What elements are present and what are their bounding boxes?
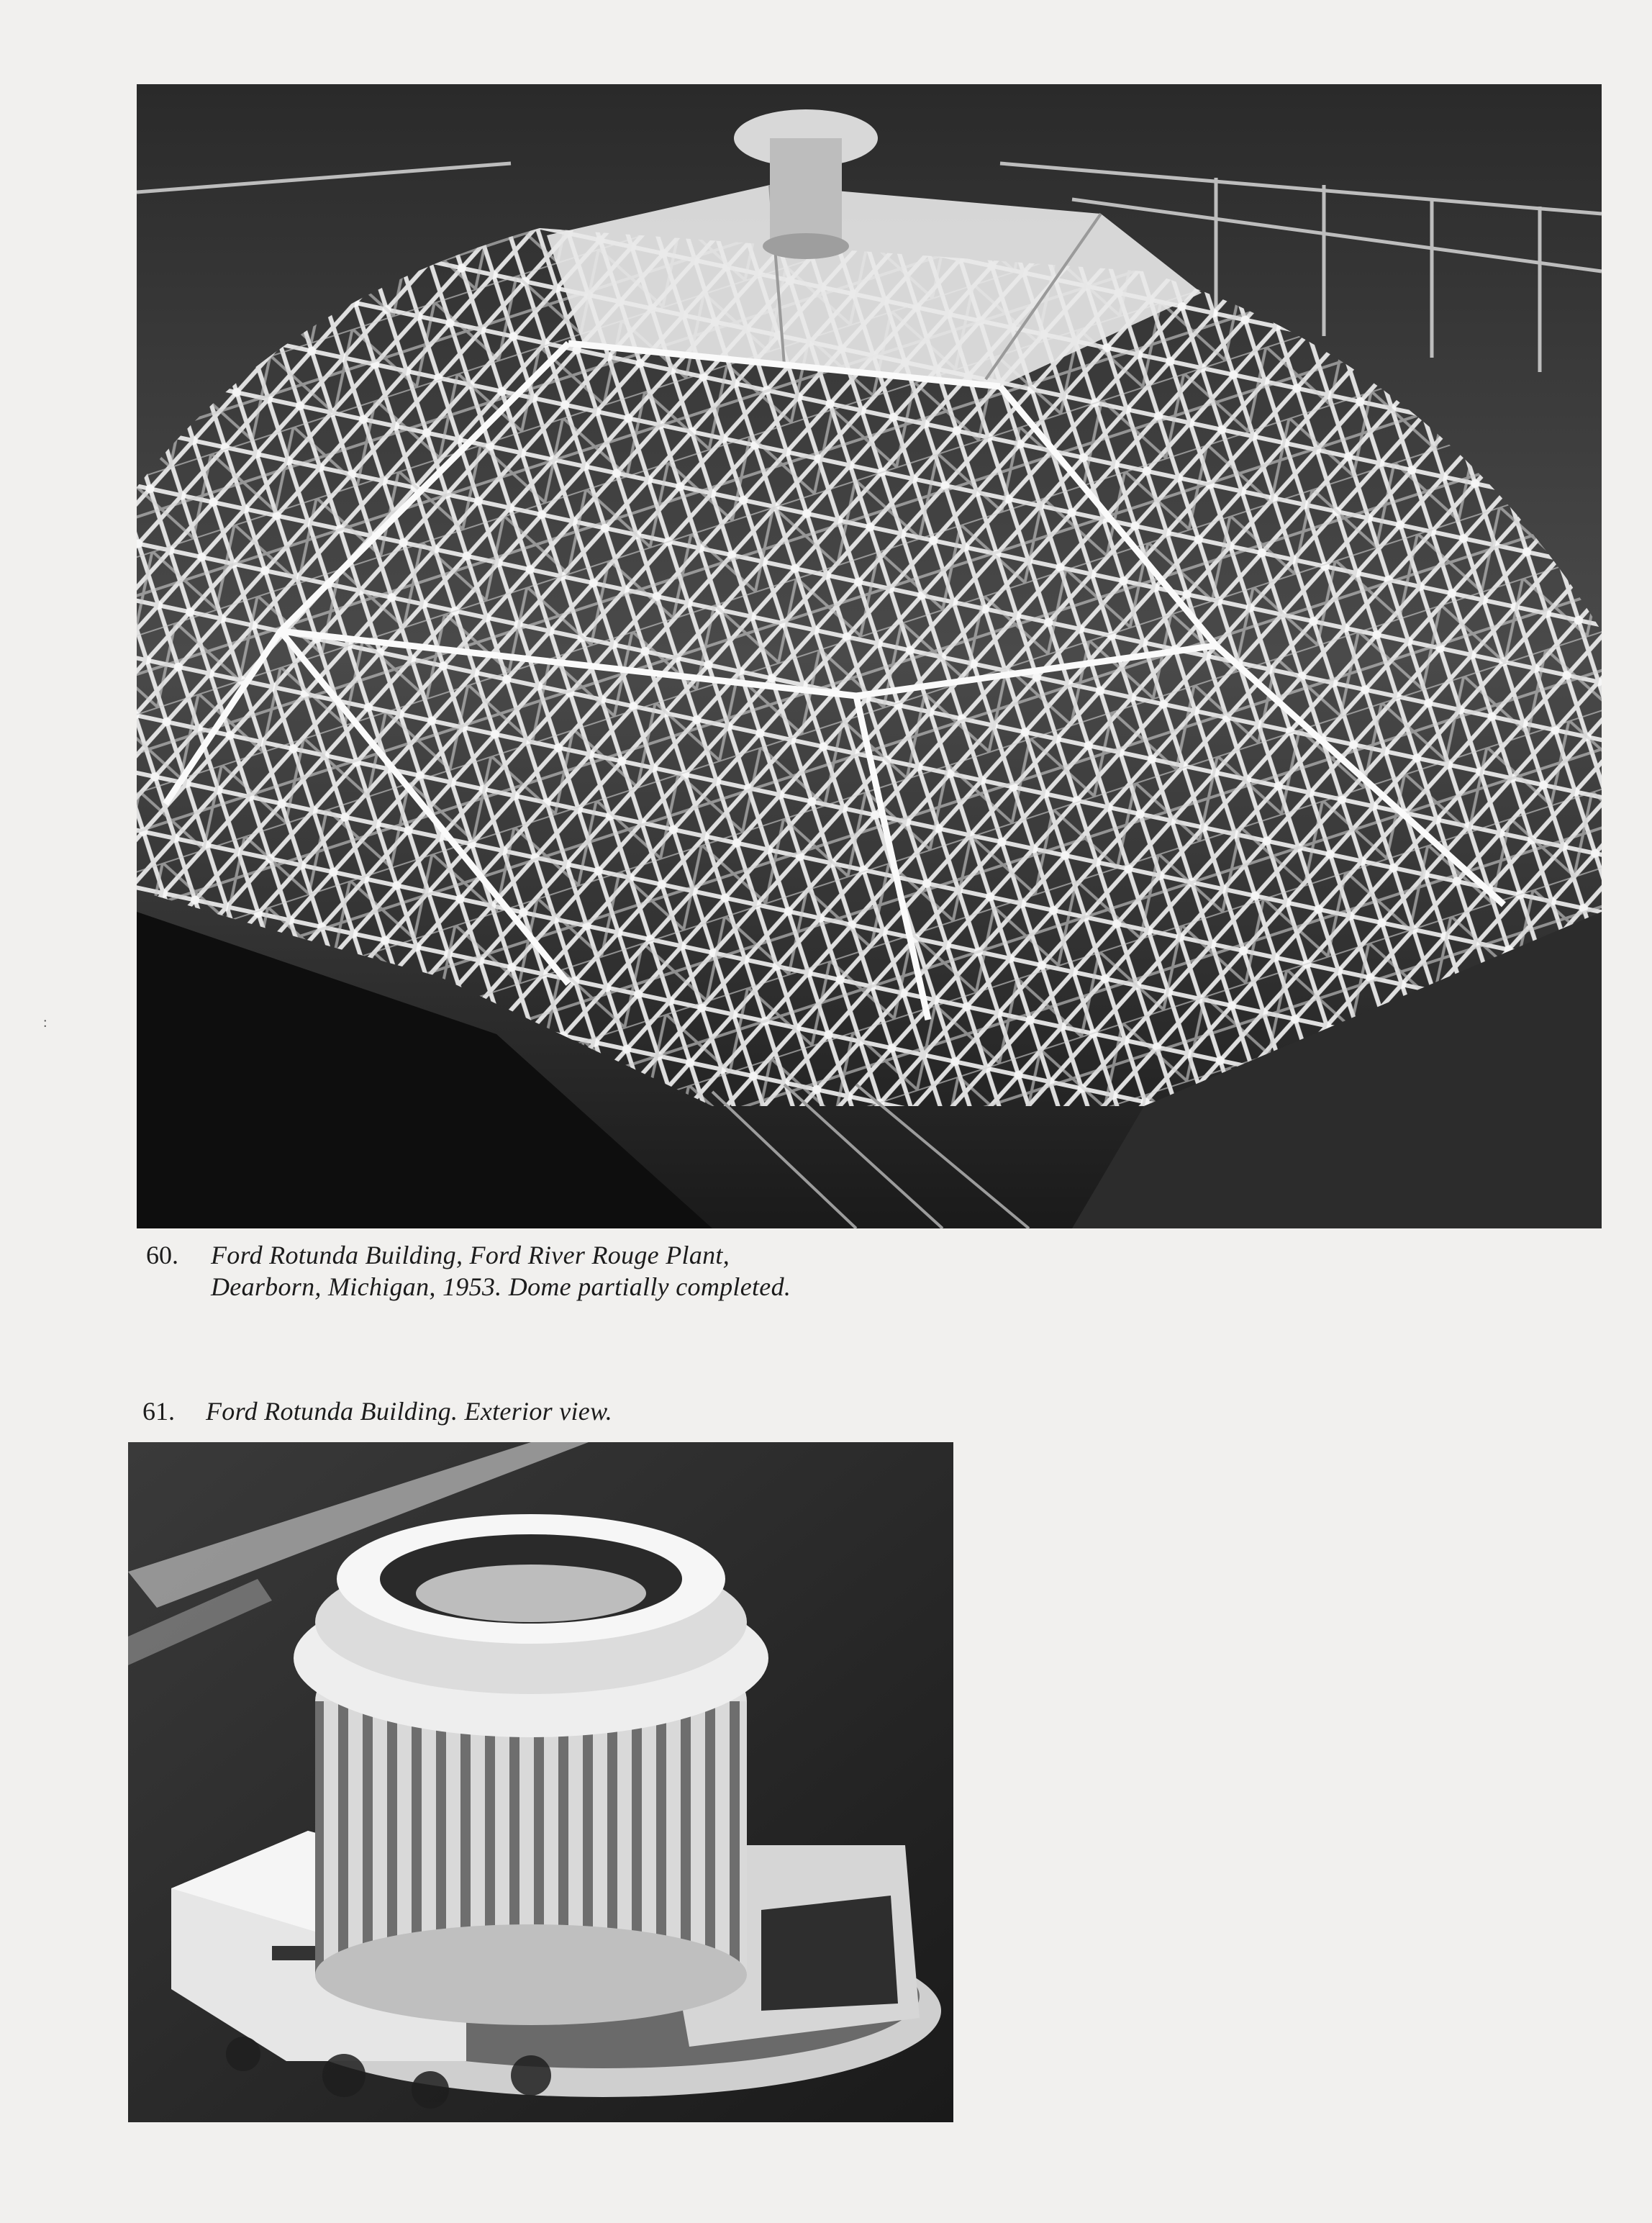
figure-60-caption bbox=[146, 1239, 1009, 1308]
figure-60-caption-line2: Dearborn, Michigan, 1953. Dome partially completed. bbox=[211, 1272, 791, 1301]
figure-61-caption bbox=[142, 1395, 862, 1430]
figure-61-caption-line1: Ford Rotunda Building. Exterior view. bbox=[206, 1397, 613, 1426]
figure-60-number: 60. bbox=[146, 1241, 178, 1269]
figure-60-caption-line1: Ford Rotunda Building, Ford River Rouge Plant, bbox=[211, 1241, 730, 1269]
figure-61-number: 61. bbox=[142, 1397, 175, 1426]
figure-61-photo bbox=[128, 1442, 953, 2122]
figure-60-photo bbox=[137, 84, 1602, 1228]
margin-mark: : bbox=[43, 1015, 47, 1031]
